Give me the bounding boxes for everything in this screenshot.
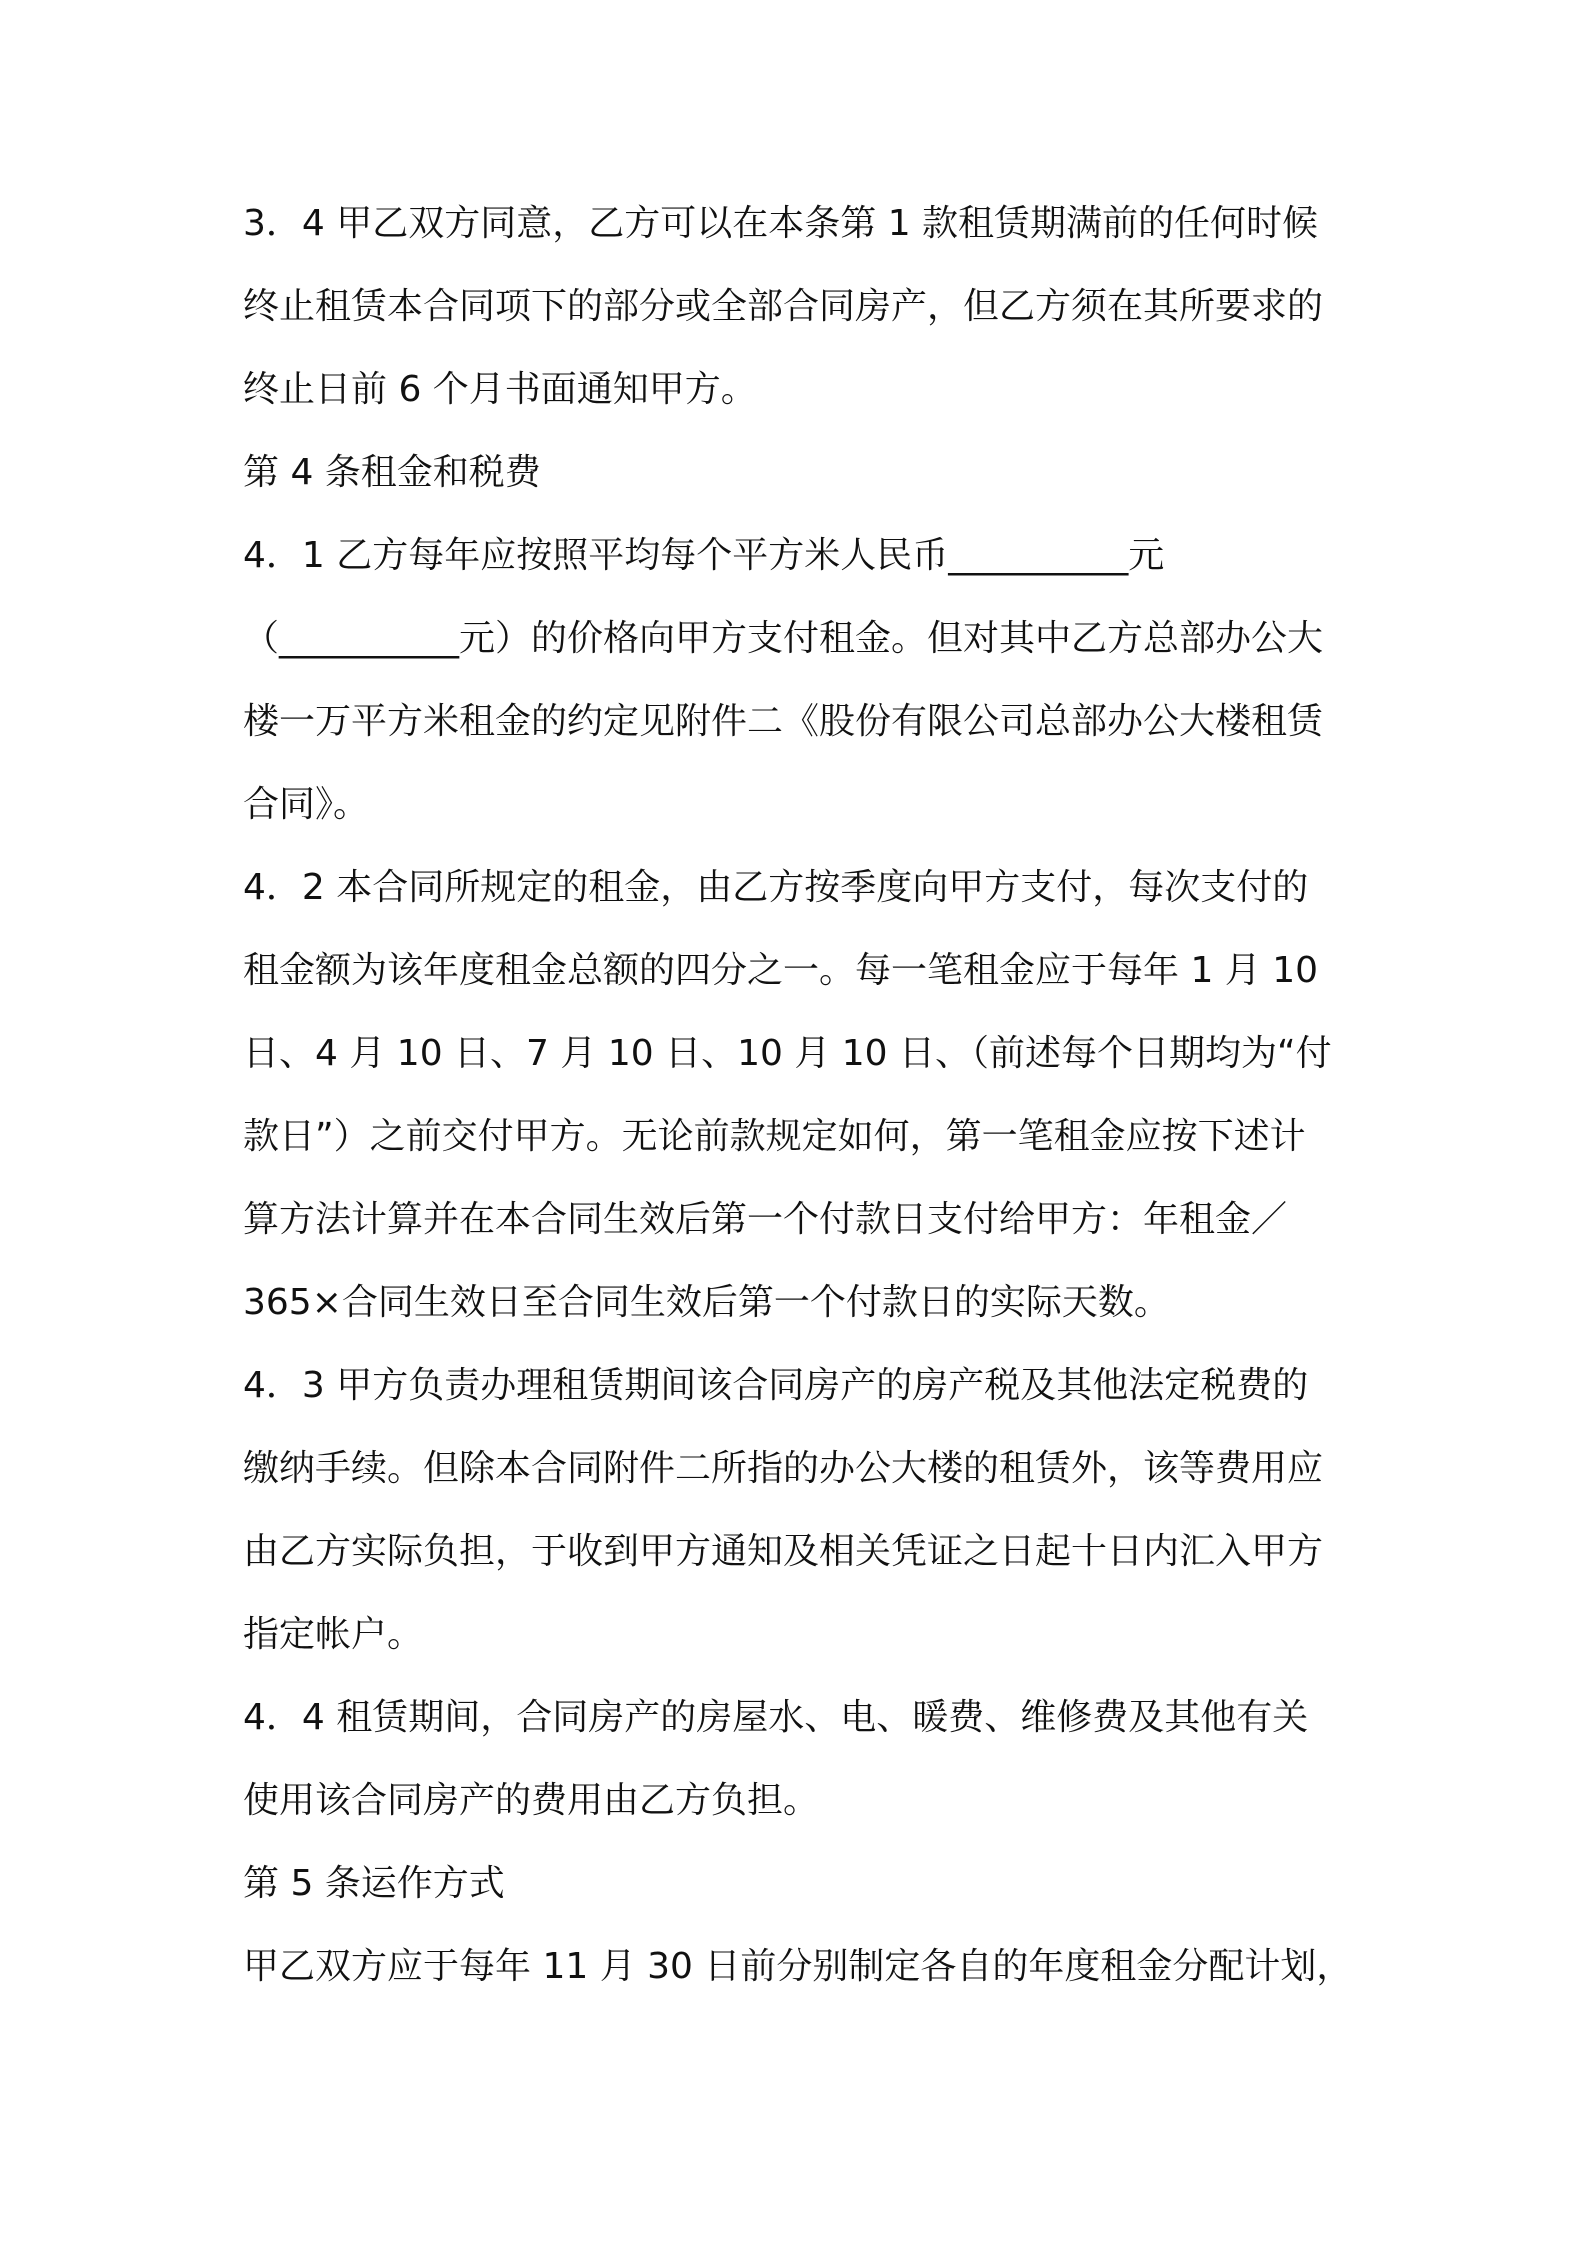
- text-line: 款日”）之前交付甲方。无论前款规定如何，第一笔租金应按下述计: [243, 1116, 1306, 1157]
- text-line: 由乙方实际负担，于收到甲方通知及相关凭证之日起十日内汇入甲方: [243, 1531, 1324, 1572]
- text-line: 合同》。: [243, 784, 370, 825]
- text-line: 3．4 甲乙双方同意，乙方可以在本条第 1 款租赁期满前的任何时候: [243, 203, 1319, 244]
- text-line: 4．1 乙方每年应按照平均每个平方米人民币__________元: [243, 535, 1165, 576]
- text-line: 365×合同生效日至合同生效后第一个付款日的实际天数。: [243, 1282, 1170, 1323]
- text-line: 日、4 月 10 日、7 月 10 日、10 月 10 日、（前述每个日期均为“付: [243, 1033, 1332, 1074]
- text-line: 缴纳手续。但除本合同附件二所指的办公大楼的租赁外，该等费用应: [243, 1448, 1324, 1489]
- text-line: 甲乙双方应于每年 11 月 30 日前分别制定各自的年度租金分配计划，: [243, 1946, 1353, 1987]
- text-line: 使用该合同房产的费用由乙方负担。: [243, 1780, 820, 1821]
- text-line: 终止租赁本合同项下的部分或全部合同房产，但乙方须在其所要求的: [243, 286, 1324, 327]
- text-line: 终止日前 6 个月书面通知甲方。: [243, 369, 757, 410]
- text-line: 算方法计算并在本合同生效后第一个付款日支付给甲方：年租金／: [243, 1199, 1288, 1240]
- text-line: （__________元）的价格向甲方支付租金。但对其中乙方总部办公大: [243, 618, 1324, 659]
- text-line: 指定帐户。: [243, 1614, 424, 1655]
- text-line: 4．3 甲方负责办理租赁期间该合同房产的房产税及其他法定税费的: [243, 1365, 1309, 1406]
- text-line: 4．4 租赁期间，合同房产的房屋水、电、暖费、维修费及其他有关: [243, 1697, 1309, 1738]
- text-line: 楼一万平方米租金的约定见附件二《股份有限公司总部办公大楼租赁: [243, 701, 1324, 742]
- text-line: 租金额为该年度租金总额的四分之一。每一笔租金应于每年 1 月 10: [243, 950, 1319, 991]
- section-heading: 第 4 条租金和税费: [243, 452, 541, 493]
- document-body: [243, 182, 1363, 2008]
- section-heading: 第 5 条运作方式: [243, 1863, 505, 1904]
- text-line: 4．2 本合同所规定的租金，由乙方按季度向甲方支付，每次支付的: [243, 867, 1309, 908]
